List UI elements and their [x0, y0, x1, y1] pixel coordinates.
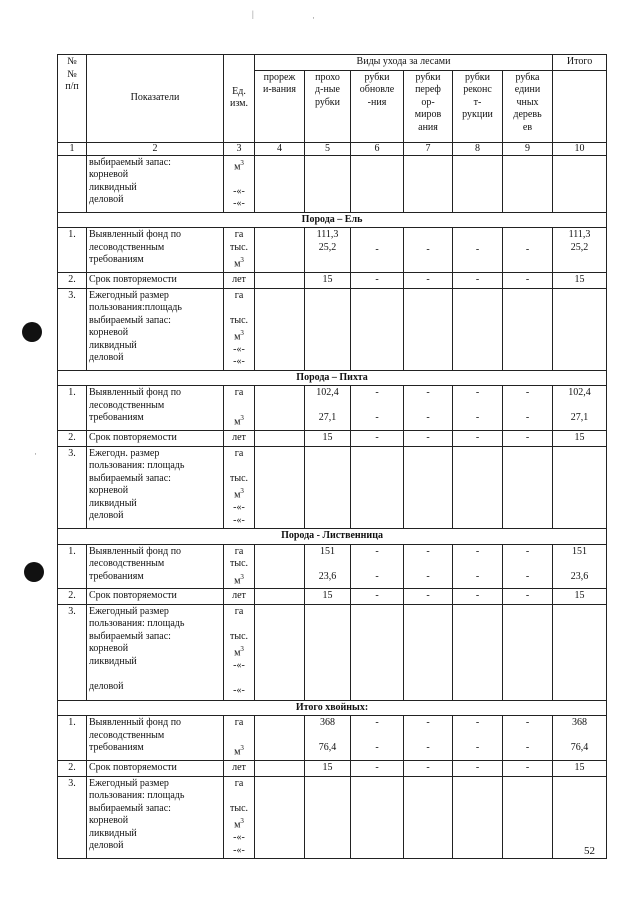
cell-total: 15: [553, 589, 607, 605]
cell: [255, 155, 305, 212]
cell: [503, 604, 553, 700]
cell-c5: 15: [305, 589, 351, 605]
col-number: 8: [453, 142, 503, 155]
repeat-period-row: [58, 761, 607, 777]
row-num: 3.: [58, 446, 87, 528]
cell-thinning: [255, 431, 305, 447]
punch-hole-top: [22, 322, 42, 342]
col-indicators-header: Показатели: [87, 55, 224, 143]
row-label: Срок повторяемости: [87, 761, 224, 777]
cell-c7: - -: [404, 386, 453, 431]
cell: [305, 288, 351, 370]
col-number: 10: [553, 142, 607, 155]
scan-mark: ·: [34, 449, 37, 459]
cell-thinning: [255, 589, 305, 605]
cell: [404, 288, 453, 370]
cell: [453, 604, 503, 700]
type-header: рубки переф ор- миров ания: [404, 70, 453, 142]
cell: [351, 288, 404, 370]
cell-total: 15: [553, 273, 607, 289]
annual-usage-row: [58, 446, 607, 528]
cell-thinning: [255, 761, 305, 777]
row-label: выбираемый запас: корневой ликвидный деловой: [87, 155, 224, 212]
cell: [503, 776, 553, 858]
cell: [404, 776, 453, 858]
cell-c8: -: [453, 273, 503, 289]
cell-c9: - -: [503, 716, 553, 761]
cell-c5: 15: [305, 761, 351, 777]
cell: [351, 446, 404, 528]
punch-hole-bottom: [24, 562, 44, 582]
cell-c7: - -: [404, 544, 453, 589]
cell-c8: -: [453, 589, 503, 605]
col-number: 4: [255, 142, 305, 155]
cell: [305, 155, 351, 212]
cell-total: 102,4 27,1: [553, 386, 607, 431]
cell-c6: - -: [351, 386, 404, 431]
cell: [404, 446, 453, 528]
type-header: рубки обновле -ния: [351, 70, 404, 142]
cell: [553, 776, 607, 858]
annual-usage-row: [58, 604, 607, 700]
cell-thinning: [255, 716, 305, 761]
row-unit: лет: [224, 761, 255, 777]
col-number: 5: [305, 142, 351, 155]
type-header: прохо д-ные рубки: [305, 70, 351, 142]
row-label: Срок повторяемости: [87, 589, 224, 605]
cell: [404, 604, 453, 700]
row-unit: га тыс. $м^3$ -«- -«-: [224, 288, 255, 370]
col-num-header: № № п/п: [58, 55, 87, 143]
cell: [351, 604, 404, 700]
cell: [404, 155, 453, 212]
cell-c5: 15: [305, 273, 351, 289]
row-num: 1.: [58, 228, 87, 273]
cell-c6: -: [351, 761, 404, 777]
cell: [453, 155, 503, 212]
cell-c6: - -: [351, 716, 404, 761]
cell: [255, 446, 305, 528]
row-num: 3.: [58, 288, 87, 370]
fund-row: [58, 386, 607, 431]
row-label: Срок повторяемости: [87, 431, 224, 447]
cell-thinning: [255, 386, 305, 431]
section-title-row: [58, 212, 607, 228]
cell: [255, 776, 305, 858]
row-num: 3.: [58, 604, 87, 700]
annual-usage-row: [58, 776, 607, 858]
row-unit: га тыс. $м^3$: [224, 544, 255, 589]
cell-c9: -: [503, 273, 553, 289]
cell: [305, 446, 351, 528]
row-label: Ежегодный размер пользования:площадь выбираемый запас: корневой ликвидный деловой: [87, 288, 224, 370]
cell-total: 111,3 25,2: [553, 228, 607, 273]
row-label: Выявленный фонд по лесоводственным требованиям: [87, 228, 224, 273]
care-types-header: Виды ухода за лесами: [255, 55, 553, 71]
cell-thinning: [255, 228, 305, 273]
cell-c6: - -: [351, 544, 404, 589]
cell-c6: -: [351, 273, 404, 289]
col-number: 3: [224, 142, 255, 155]
col-number: 6: [351, 142, 404, 155]
cell: [305, 604, 351, 700]
col-number: 9: [503, 142, 553, 155]
cell: [255, 288, 305, 370]
row-num: 2.: [58, 431, 87, 447]
cell-total: 151 23,6: [553, 544, 607, 589]
cell-total: 368 76,4: [553, 716, 607, 761]
carryover-row: [58, 155, 607, 212]
row-label: Выявленный фонд по лесоводственным требованиям: [87, 544, 224, 589]
type-header: рубки реконс т- рукции: [453, 70, 503, 142]
row-num: 1.: [58, 544, 87, 589]
cell: [553, 288, 607, 370]
cell-c6: -: [351, 228, 404, 273]
row-unit: лет: [224, 431, 255, 447]
annual-usage-row: [58, 288, 607, 370]
section-title-row: [58, 370, 607, 386]
cell-total: 15: [553, 761, 607, 777]
cell-c8: -: [453, 431, 503, 447]
row-unit: га тыс. $м^3$ -«- -«-: [224, 776, 255, 858]
fund-row: [58, 716, 607, 761]
cell-c7: -: [404, 589, 453, 605]
cell-c5: 15: [305, 431, 351, 447]
cell-c7: - -: [404, 716, 453, 761]
cell-c8: - -: [453, 386, 503, 431]
row-label: Ежегодн. размер пользования: площадь выбираемый запас: корневой ликвидный деловой: [87, 446, 224, 528]
cell-c5: 102,4 27,1: [305, 386, 351, 431]
row-label: Ежегодный размер пользования: площадь выбираемый запас: корневой ликвидный деловой: [87, 776, 224, 858]
row-unit: лет: [224, 273, 255, 289]
row-unit: га тыс. $м^3$: [224, 228, 255, 273]
section-title: Порода – Ель: [58, 212, 607, 228]
cell-c9: -: [503, 228, 553, 273]
col-number: 2: [87, 142, 224, 155]
section-title-row: [58, 700, 607, 716]
cell: [503, 155, 553, 212]
row-label: Выявленный фонд по лесоводственным требованиям: [87, 716, 224, 761]
cell-c6: -: [351, 431, 404, 447]
cell-thinning: [255, 544, 305, 589]
cell-total: 15: [553, 431, 607, 447]
total-subheader: [553, 70, 607, 142]
repeat-period-row: [58, 273, 607, 289]
cell-c9: -: [503, 431, 553, 447]
page-number: 52: [584, 845, 595, 857]
cell-c6: -: [351, 589, 404, 605]
cell: [453, 446, 503, 528]
fund-row: [58, 544, 607, 589]
header-row-1: [58, 55, 607, 71]
cell-c5: 111,3 25,2: [305, 228, 351, 273]
row-unit: $м^3$ -«- -«-: [224, 155, 255, 212]
cell: [255, 604, 305, 700]
cell: [553, 604, 607, 700]
row-label: Ежегодный размер пользования: площадь выбираемый запас: корневой ликвидный деловой: [87, 604, 224, 700]
row-num: 2.: [58, 589, 87, 605]
cell: [351, 155, 404, 212]
section-title: Порода - Лиственница: [58, 529, 607, 545]
repeat-period-row: [58, 431, 607, 447]
cell-c9: - -: [503, 386, 553, 431]
cell-c8: -: [453, 761, 503, 777]
section-title: Порода – Пихта: [58, 370, 607, 386]
col-number: 1: [58, 142, 87, 155]
cell-c9: - -: [503, 544, 553, 589]
cell-c7: -: [404, 228, 453, 273]
row-unit: лет: [224, 589, 255, 605]
cell-c7: -: [404, 431, 453, 447]
row-num: 1.: [58, 716, 87, 761]
cell-c7: -: [404, 761, 453, 777]
cell: [453, 288, 503, 370]
type-header: рубка едини чных деревь ев: [503, 70, 553, 142]
forest-care-table: [57, 54, 607, 859]
repeat-period-row: [58, 589, 607, 605]
row-num: 1.: [58, 386, 87, 431]
col-number: 7: [404, 142, 453, 155]
row-unit: га $м^3$: [224, 386, 255, 431]
col-unit-header: Ед. изм.: [224, 55, 255, 143]
cell-c9: -: [503, 589, 553, 605]
column-number-row: [58, 142, 607, 155]
cell: [553, 446, 607, 528]
col-total-header: Итого: [553, 55, 607, 71]
section-title: Итого хвойных:: [58, 700, 607, 716]
scan-mark: |: [252, 9, 254, 19]
cell-c8: - -: [453, 544, 503, 589]
cell: [351, 776, 404, 858]
cell-c5: 368 76,4: [305, 716, 351, 761]
cell: [453, 776, 503, 858]
cell-c8: -: [453, 228, 503, 273]
table-body: [58, 55, 607, 859]
cell: [305, 776, 351, 858]
row-num: 2.: [58, 273, 87, 289]
cell-c5: 151 23,6: [305, 544, 351, 589]
section-title-row: [58, 529, 607, 545]
cell: [553, 155, 607, 212]
cell: [503, 446, 553, 528]
cell-c7: -: [404, 273, 453, 289]
row-unit: га $м^3$: [224, 716, 255, 761]
row-label: Срок повторяемости: [87, 273, 224, 289]
row-label: Выявленный фонд по лесоводственным требованиям: [87, 386, 224, 431]
fund-row: [58, 228, 607, 273]
row-unit: га тыс. $м^3$ -«- -«-: [224, 604, 255, 700]
cell: [503, 288, 553, 370]
cell-c8: - -: [453, 716, 503, 761]
type-header: прореж и-вания: [255, 70, 305, 142]
row-num: [58, 155, 87, 212]
row-num: 3.: [58, 776, 87, 858]
cell-c9: -: [503, 761, 553, 777]
scan-mark: ·: [312, 13, 315, 23]
row-unit: га тыс. $м^3$ -«- -«-: [224, 446, 255, 528]
cell-thinning: [255, 273, 305, 289]
row-num: 2.: [58, 761, 87, 777]
